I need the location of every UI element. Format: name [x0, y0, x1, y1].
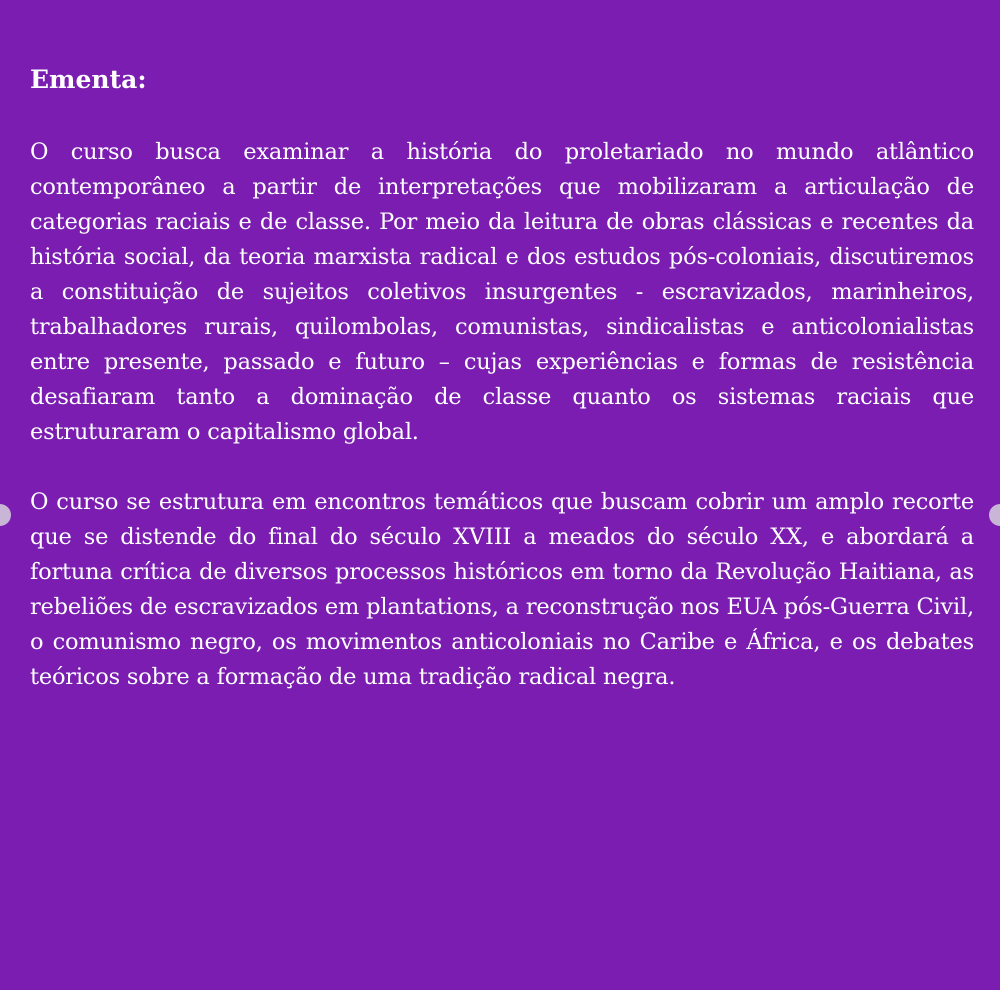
ementa-heading: Ementa: [30, 65, 147, 94]
ementa-paragraph-1: O curso busca examinar a história do proletariado no mundo atlântico contemporâneo a partir de interpretações que mobilizaram a articulação de categorias raciais e de classe. Por meio da leitura de obras clássicas e recentes da história social, da teoria marxista radical e dos estudos pós-coloniais, discutiremos a constituição de sujeitos coletivos insurgentes - escravizados, marinheiros, trabalhadores rurais, quilombolas, comunistas, sindicalistas e anticolonialistas entre presente, passado e futuro – cujas experiências e formas de resistência desafiaram tanto a dominação de classe quanto os sistemas raciais que estruturaram o capitalismo global. [30, 139, 974, 445]
ementa-paragraph-2: O curso se estrutura em encontros temáticos que buscam cobrir um amplo recorte que se distende do final do século XVIII a meados do século XX, e abordará a fortuna crítica de diversos processos históricos em torno da Revolução Haitiana, as rebeliões de escravizados em plantations, a reconstrução nos EUA pós-Guerra Civil, o comunismo negro, os movimentos anticoloniais no Caribe e África, e os debates teóricos sobre a formação de uma tradição radical negra. [30, 489, 974, 690]
ementa-section [30, 62, 974, 730]
next-slide-handle[interactable] [989, 504, 1000, 526]
previous-slide-handle[interactable] [0, 504, 11, 526]
